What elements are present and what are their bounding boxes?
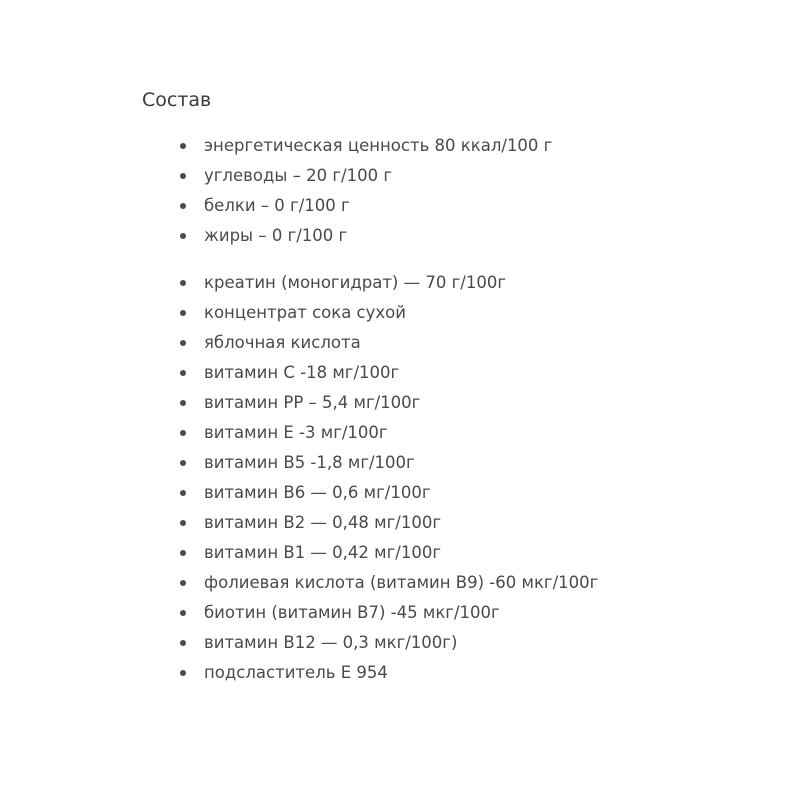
bullet-icon: [180, 280, 186, 286]
list-item: [142, 418, 762, 448]
list-item-text: витамин PP – 5,4 мг/100г: [204, 393, 421, 412]
list-item-text: витамин В12 — 0,3 мкг/100г): [204, 633, 458, 652]
bullet-icon: [180, 490, 186, 496]
list-item: [142, 358, 762, 388]
bullet-icon: [180, 203, 186, 209]
list-item-text: жиры – 0 г/100 г: [204, 226, 348, 245]
bullet-icon: [180, 580, 186, 586]
list-item: [142, 191, 762, 221]
bullet-icon: [180, 430, 186, 436]
list-item-text: витамин С -18 мг/100г: [204, 363, 400, 382]
list-item: [142, 658, 762, 688]
list-item: [142, 131, 762, 161]
list-item-text: углеводы – 20 г/100 г: [204, 166, 393, 185]
list-item-text: витамин В2 — 0,48 мг/100г: [204, 513, 442, 532]
list-item-text: белки – 0 г/100 г: [204, 196, 350, 215]
bullet-icon: [180, 370, 186, 376]
list-item: [142, 478, 762, 508]
list-item-text: витамин В1 — 0,42 мг/100г: [204, 543, 442, 562]
list-item-text: концентрат сока сухой: [204, 303, 406, 322]
list-item-text: подсластитель Е 954: [204, 663, 388, 682]
bullet-icon: [180, 143, 186, 149]
list-item: [142, 268, 762, 298]
bullet-icon: [180, 520, 186, 526]
section-title: Состав: [142, 89, 212, 111]
bullet-icon: [180, 670, 186, 676]
bullet-icon: [180, 460, 186, 466]
list-item: [142, 598, 762, 628]
nutrition-list: [142, 131, 762, 251]
ingredients-list: [142, 268, 762, 688]
bullet-icon: [180, 233, 186, 239]
list-item-text: витамин Е -3 мг/100г: [204, 423, 388, 442]
list-item: [142, 508, 762, 538]
list-item: [142, 328, 762, 358]
list-item-text: креатин (моногидрат) — 70 г/100г: [204, 273, 506, 292]
composition-section: [142, 88, 762, 688]
bullet-icon: [180, 640, 186, 646]
list-item-text: энергетическая ценность 80 ккал/100 г: [204, 136, 553, 155]
list-spacer: [142, 251, 762, 268]
list-item: [142, 221, 762, 251]
bullet-icon: [180, 610, 186, 616]
bullet-icon: [180, 400, 186, 406]
list-item-text: витамин В6 — 0,6 мг/100г: [204, 483, 431, 502]
list-item: [142, 448, 762, 478]
bullet-icon: [180, 173, 186, 179]
list-item-text: биотин (витамин В7) -45 мкг/100г: [204, 603, 500, 622]
list-item: [142, 628, 762, 658]
list-item: [142, 538, 762, 568]
list-item: [142, 298, 762, 328]
list-item: [142, 388, 762, 418]
bullet-icon: [180, 340, 186, 346]
bullet-icon: [180, 310, 186, 316]
list-item: [142, 568, 762, 598]
list-item-text: витамин В5 -1,8 мг/100г: [204, 453, 415, 472]
list-item-text: яблочная кислота: [204, 333, 361, 352]
list-item: [142, 161, 762, 191]
bullet-icon: [180, 550, 186, 556]
list-item-text: фолиевая кислота (витамин В9) -60 мкг/100г: [204, 573, 599, 592]
